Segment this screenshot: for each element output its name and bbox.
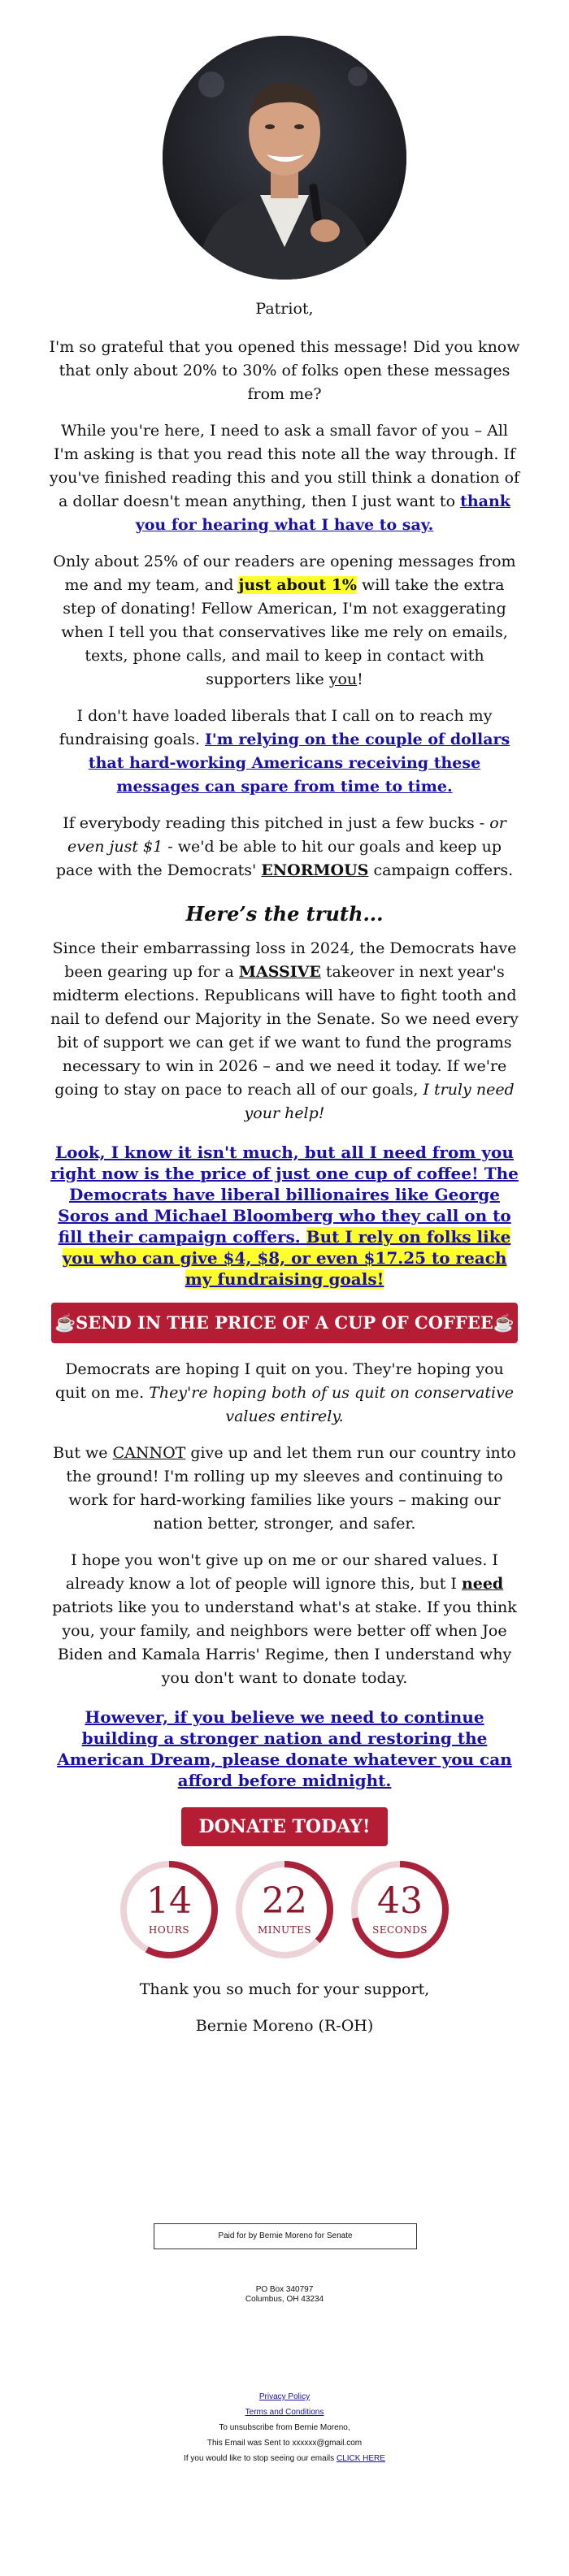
paragraph-bucks-text-a: If everybody reading this pitched in just a few bucks - [63,814,485,832]
terms-link[interactable]: Terms and Conditions [245,2408,324,2417]
paragraph-bucks-text-b: - we'd be able to hit our goals and keep up pace with the Democrats' [55,838,502,879]
paragraph-liberals-text: I don't have loaded liberals that I call on to reach my fundraising goals. [59,707,493,748]
paragraph-donors-end: ! [357,670,363,688]
city-state-zip: Columbus, OH 43234 [245,2295,324,2304]
truth-heading: Here’s the truth... [185,902,384,926]
paid-for-by-box: Paid for by Bernie Moreno for Senate [154,2223,417,2249]
thank-you-link[interactable]: thank you for hearing what I have to say. [135,492,510,534]
one-percent-highlight: just about 1% [238,576,357,594]
email-body [49,36,520,2038]
need-emphasis: need [461,1575,504,1593]
paragraph-cannot [49,1442,520,1536]
hours-label: HOURS [148,1924,190,1936]
paragraph-favor-text: While you're here, I need to ask a small favor of you – All I'm asking is that you read this note all the way through. If you've finished reading this and you still think a donation of a dollar doesn't mean anything, then I just want to [49,422,520,510]
donate-today-button[interactable]: DONATE TODAY! [181,1807,389,1846]
paragraph-cannot-text-a: But we [53,1444,108,1462]
countdown-minutes [234,1859,335,1960]
paragraph-donors-text-a: Only about 25% of our readers are opening messages from me and my team, and [53,553,516,594]
coffee-appeal-link[interactable] [50,1143,519,1289]
countdown-seconds [350,1859,450,1960]
mailing-address [0,2285,569,2305]
enormous-emphasis: ENORMOUS [261,861,369,879]
send-coffee-button-label: SEND IN THE PRICE OF A CUP OF COFFEE [76,1312,493,1333]
send-coffee-button[interactable] [51,1303,518,1343]
footer-links [0,2389,569,2466]
greeting: Patriot, [255,300,314,318]
coffee-appeal-highlight: But I rely on folks like you who can give $4, $8, or even $17.25 to reach my fundraising goals! [62,1227,511,1289]
paragraph-midterms [49,937,520,1125]
hours-value: 14 [146,1880,192,1922]
you-underlined: you [328,670,358,688]
minutes-label: MINUTES [257,1924,312,1936]
paragraph-midterms-text-a: Since their embarrassing loss in 2024, the Democrats have been gearing up for a [52,939,517,981]
privacy-policy-link[interactable]: Privacy Policy [258,2392,311,2401]
paragraph-liberals [49,705,520,799]
candidate-photo [163,36,406,280]
countdown-hours [119,1859,219,1960]
minutes-value: 22 [262,1880,307,1922]
seconds-label: SECONDS [372,1924,428,1936]
paragraph-shared-values-text-a: I hope you won't give up on me or our shared values. I already know a lot of people will ignore this, but I [65,1551,498,1593]
unsubscribe-text: To unsubscribe from Bernie Moreno, [219,2423,350,2432]
midnight-appeal [49,1706,520,1791]
paragraph-donors [49,550,520,692]
paragraph-quit-italic: They're hoping both of us quit on conservative values entirely. [149,1384,515,1425]
midnight-appeal-link[interactable]: However, if you believe we need to continue building a stronger nation and restoring the American Dream, please donate whatever you can afford before midnight. [57,1707,512,1790]
stop-emails-text: If you would like to stop seeing our emails [184,2454,335,2463]
candidate-portrait-icon [163,36,406,280]
paragraph-bucks-text-c: campaign coffers. [373,861,514,879]
click-here-link[interactable]: CLICK HERE [336,2454,385,2463]
paragraph-favor [49,419,520,537]
po-box: PO Box 340797 [255,2285,314,2294]
paragraph-midterms-text-b: takeover in next year's midterm elections. Republicans will have to fight tooth and nail to defend our Majority in the Senate. So we need every bit of support we can get if we want to fund the programs necessary to win in 2026 – and we need it today. If we're going to stay on pace to reach all of our goals, [50,963,519,1099]
coffee-cup-icon: ☕ [54,1312,76,1333]
paragraph-quit-text: Democrats are hoping I quit on you. They're hoping you quit on me. [54,1360,504,1402]
coffee-cup-icon: ☕ [493,1312,515,1333]
paragraph-cannot-text-b: give up and let them run our country into the ground! I'm rolling up my sleeves and continuing to work for hard-working families like yours – making our nation better, stronger, and safer. [66,1444,516,1533]
relying-on-dollars-link[interactable]: I'm relying on the couple of dollars that hard-working Americans receiving these messages can spare from time to time. [88,731,510,796]
paragraph-bucks [49,812,520,883]
paragraph-donors-text-b: will take the extra step of donating! Fellow American, I'm not exaggerating when I tell you that conservatives like me rely on emails, texts, phone calls, and mail to keep in contact with supporters like [61,576,508,688]
massive-emphasis: MASSIVE [238,963,321,981]
coffee-appeal-text: Look, I know it isn't much, but all I need from you right now is the price of just one cup of coffee! The Democrats have liberal billionaires like George Soros and Michael Bloomberg who they call on to fill their campaign coffers. [50,1143,519,1247]
stop-emails-line [0,2451,569,2466]
need-help-italic: I truly need your help! [244,1081,515,1122]
just-one-dollar-italic: or even just $1 [67,814,506,856]
coffee-appeal [49,1142,520,1290]
paragraph-shared-values [49,1549,520,1690]
paragraph-open-rate: I'm so grateful that you opened this message! Did you know that only about 20% to 30% of folks open these messages from me? [49,338,520,403]
paragraph-quit [49,1358,520,1429]
paragraph-shared-values-text-b: patriots like you to understand what's at stake. If you think you, your family, and neighbors were better off when Joe Biden and Kamala Harris' Regime, then I understand why you don't want to donate today. [52,1598,517,1687]
countdown-timer [49,1859,520,1960]
signature: Bernie Moreno (R-OH) [195,2017,374,2035]
seconds-value: 43 [377,1880,423,1922]
thanks-line: Thank you so much for your support, [139,1980,430,1998]
sent-to-text: This Email was Sent to xxxxxx@gmail.com [206,2439,363,2448]
cannot-underlined: CANNOT [112,1444,186,1462]
